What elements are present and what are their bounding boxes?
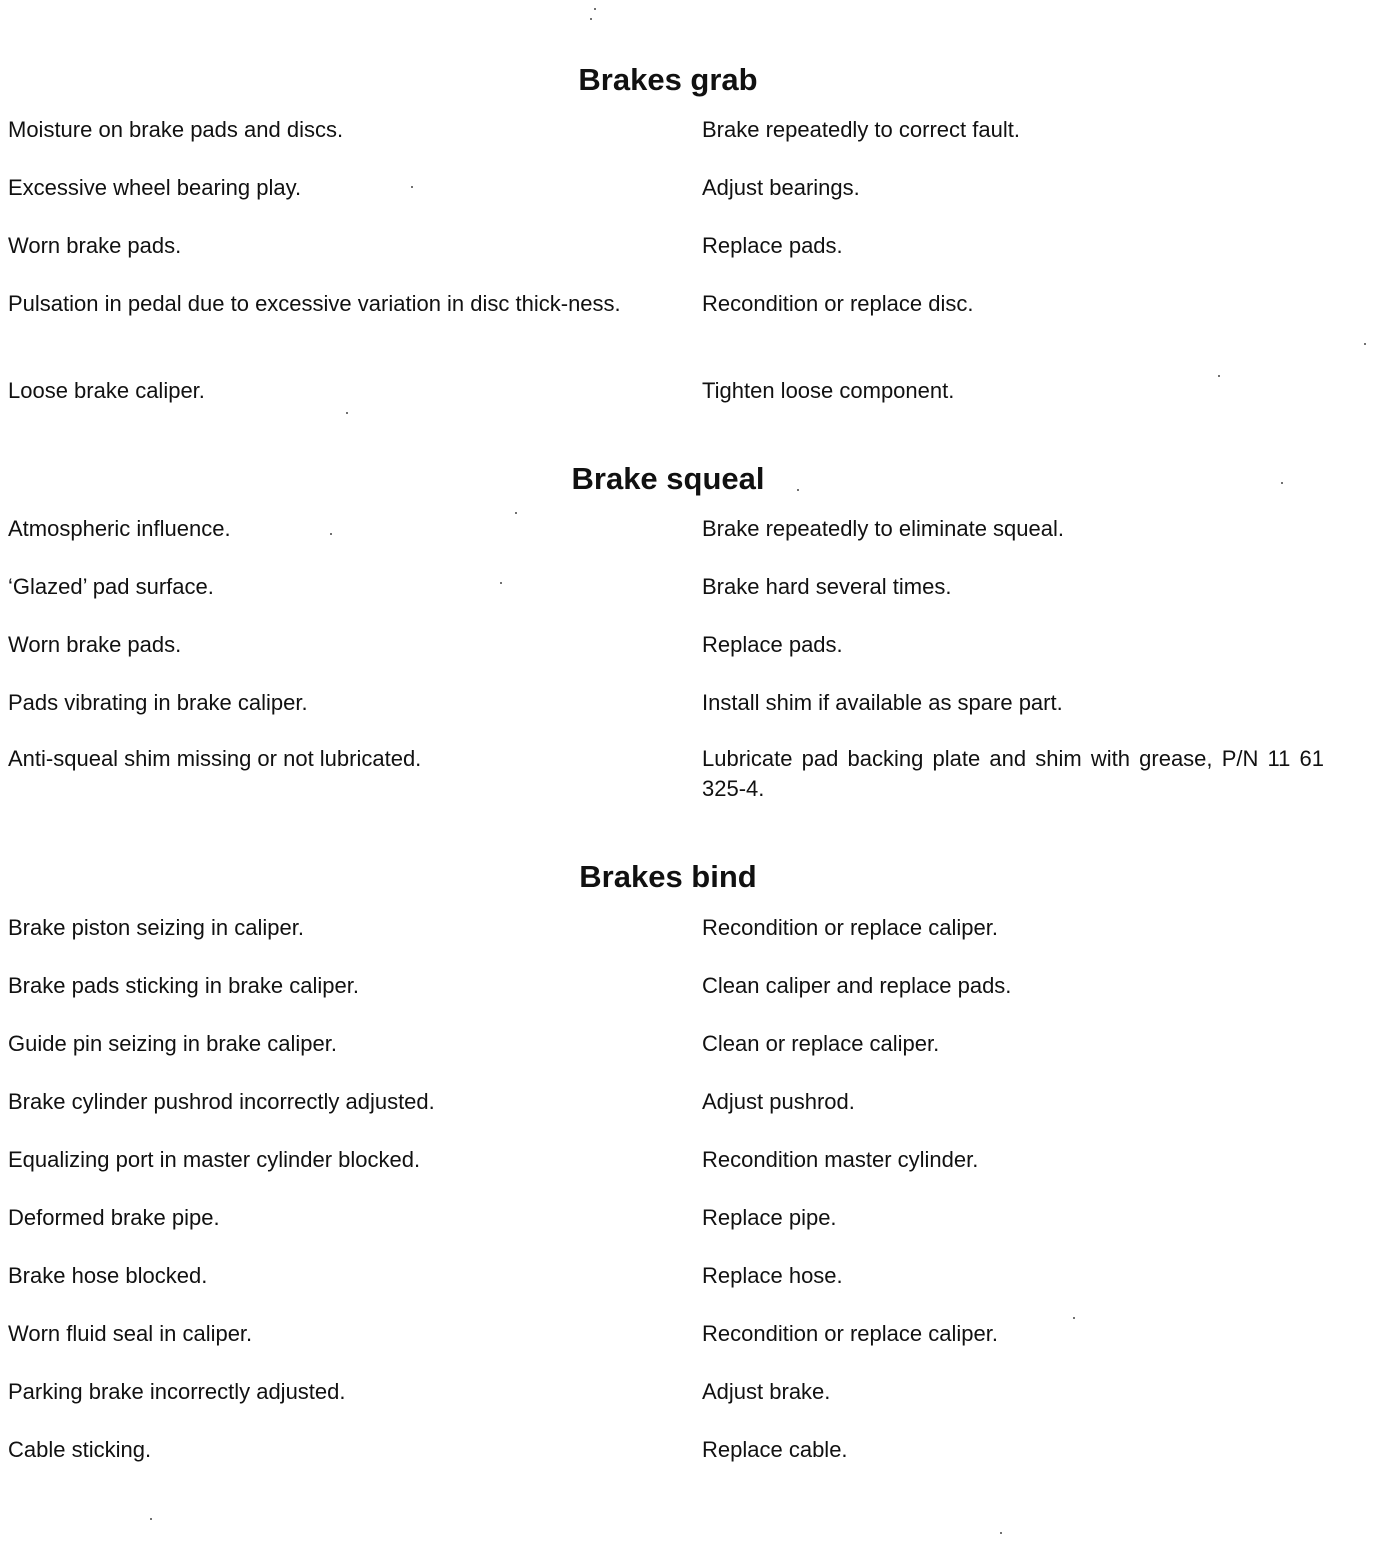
scan-speck — [1000, 1532, 1002, 1534]
scan-speck — [594, 8, 596, 10]
scan-speck — [1218, 375, 1220, 377]
cause-text: Worn fluid seal in caliper. — [8, 1321, 253, 1346]
scan-speck — [346, 412, 348, 414]
cause-text: Brake hose blocked. — [8, 1263, 208, 1288]
cause-text: Moisture on brake pads and discs. — [8, 117, 344, 142]
remedy-text: Recondition or replace caliper. — [702, 915, 998, 940]
cause-text: Atmospheric influence. — [8, 516, 231, 541]
scan-speck — [590, 18, 592, 20]
scan-speck — [1073, 1317, 1075, 1319]
remedy-text: Brake hard several times. — [702, 574, 952, 599]
remedy-text: Brake repeatedly to eliminate squeal. — [702, 516, 1064, 541]
scan-speck — [1364, 343, 1366, 345]
cause-text: Cable sticking. — [8, 1437, 152, 1462]
remedy-text: Adjust pushrod. — [702, 1089, 855, 1114]
cause-text: Worn brake pads. — [8, 233, 182, 258]
remedy-text: Replace pipe. — [702, 1205, 837, 1230]
cause-text: Loose brake caliper. — [8, 378, 205, 403]
remedy-text: Tighten loose component. — [702, 378, 955, 403]
scan-speck — [515, 512, 517, 514]
scan-speck — [411, 186, 413, 188]
section-title: Brakes bind — [579, 859, 757, 894]
cause-text: Pulsation in pedal due to excessive variation in disc thick-ness. — [8, 291, 621, 316]
cause-text: Anti-squeal shim missing or not lubricated. — [8, 746, 422, 771]
remedy-text: Recondition or replace caliper. — [702, 1321, 998, 1346]
remedy-text: Clean or replace caliper. — [702, 1031, 940, 1056]
scan-speck — [150, 1518, 152, 1520]
scan-speck — [330, 533, 332, 535]
remedy-text: Recondition or replace disc. — [702, 291, 974, 316]
cause-text: Worn brake pads. — [8, 632, 182, 657]
remedy-text: Replace pads. — [702, 233, 843, 258]
cause-text: Deformed brake pipe. — [8, 1205, 220, 1230]
scan-speck — [797, 489, 799, 491]
remedy-text: Adjust bearings. — [702, 175, 860, 200]
remedy-text: Replace hose. — [702, 1263, 843, 1288]
cause-text: Brake cylinder pushrod incorrectly adjusted. — [8, 1089, 435, 1114]
section-title: Brakes grab — [578, 62, 758, 97]
remedy-text: Brake repeatedly to correct fault. — [702, 117, 1020, 142]
remedy-text: Clean caliper and replace pads. — [702, 973, 1012, 998]
section-title: Brake squeal — [571, 461, 765, 496]
scan-speck — [1281, 482, 1283, 484]
cause-text: Guide pin seizing in brake caliper. — [8, 1031, 337, 1056]
cause-text: Parking brake incorrectly adjusted. — [8, 1379, 346, 1404]
cause-text: Equalizing port in master cylinder blocked. — [8, 1147, 421, 1172]
cause-text: Brake pads sticking in brake caliper. — [8, 973, 359, 998]
remedy-text: Lubricate pad backing plate and shim with grease, P/N 11 61 325-4. — [702, 746, 1324, 801]
remedy-text: Replace pads. — [702, 632, 843, 657]
scan-speck — [500, 582, 502, 584]
cause-text: Excessive wheel bearing play. — [8, 175, 302, 200]
cause-text: Brake piston seizing in caliper. — [8, 915, 304, 940]
remedy-text: Install shim if available as spare part. — [702, 690, 1063, 715]
remedy-text: Replace cable. — [702, 1437, 848, 1462]
cause-text: Pads vibrating in brake caliper. — [8, 690, 308, 715]
remedy-text: Recondition master cylinder. — [702, 1147, 979, 1172]
cause-text: ‘Glazed’ pad surface. — [8, 574, 214, 599]
remedy-text: Adjust brake. — [702, 1379, 831, 1404]
